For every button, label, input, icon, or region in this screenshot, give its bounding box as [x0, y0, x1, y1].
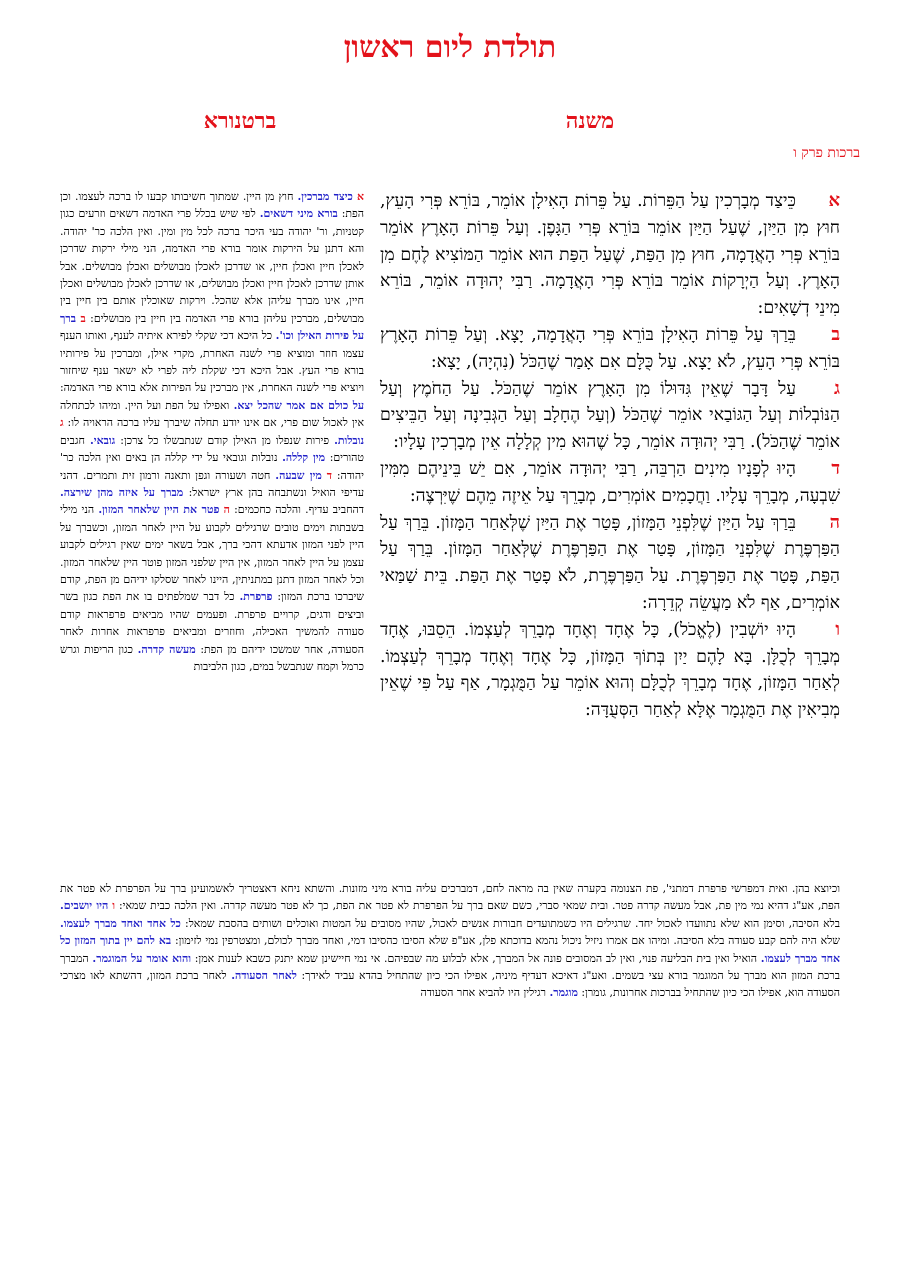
- commentary-text: הואיל ואין בית הבליעה פנוי, ואין לב המסובים פונה אל המברך, אלא לבלוע מה שבפיהם. אי נמי חיישינן שמא יתנק כשבא לענות אמן:: [194, 951, 758, 965]
- commentary-text: דהחביב עדיף. והלכה כחכמים:: [234, 503, 365, 517]
- commentary-number: ג: [60, 416, 64, 430]
- commentary-number: א: [357, 190, 364, 203]
- mishna-text: בֵּרַךְ עַל פֵּרוֹת הָאִילָן בּוֹרֵא פְּרִי הָאֲדָמָה, יָצָא. וְעַל פֵּרוֹת הָאָרֶץ בּוֹרֵא פְּרִי הָעֵץ, לֹא יָצָא. עַל כֻּלָּם אִם אָמַר שֶׁהַכֹּל (נִהְיָה), יָצָא:: [380, 324, 840, 372]
- commentary-text: כל דבר שמלפתים בו את הפת כגון בשר וביצים ודגים, קרויים פרפרת. ופעמים שהיו מביאים פרפראות קודם סעודה להמשיך האכילה, וחוזרים ומביאים פרפראות אחרות לאחר הסעודה, אחר שמשכו ידיהם מן הפת:: [60, 590, 365, 656]
- commentary-text: חגבים טהורים:: [60, 433, 364, 465]
- commentary-text: לאחר ברכת המזון, דהשתא לאו מצרכי הסעודה הוא, אפילו הכי כיון שהתחיל בברכות אחרונות, גומרן:: [60, 969, 840, 1000]
- commentary-lemma: והוא אומר על המוגמר.: [92, 951, 191, 965]
- commentary-lemma: גובאי.: [89, 433, 116, 447]
- commentary-lemma: בורא מיני דשאים.: [259, 207, 338, 221]
- mishna-1: [380, 188, 840, 322]
- commentary-lemma: מין קללה.: [282, 451, 326, 465]
- commentary-text: בלא הסיבה, וסימן הוא שלא נתוועדו לאכול יחד. שרגילים היו כשמתועדים חבורות אנשים לאכול, שהיו מסובים על המטות ואוכלים ושותים בהסבת שמאל:: [185, 916, 840, 930]
- bartenura-column: [60, 188, 364, 675]
- mishna-6: [380, 617, 840, 724]
- mishna-text: הָיוּ יוֹשְׁבִין (לֶאֱכֹל), כָּל אֶחָד וְאֶחָד מְבָרֵךְ לְעַצְמוֹ. הֵסֵבּוּ, אֶחָד מְבָרֵךְ לְכֻלָּן. בָּא לָהֶם יַיִן בְּתוֹךְ הַמָּזוֹן, כָּל אֶחָד וְאֶחָד מְבָרֵךְ לְעַצְמוֹ. לְאַחַר הַמָּזוֹן, אֶחָד מְבָרֵךְ לְכֻלָּם וְהוּא אוֹמֵר עַל הַמֻּגְמָר, אַף עַל פִּי שֶׁאֵין מְבִיאִין אֶת הַמֻּגְמָר אֶלָּא לְאַחַר הַסְּעֻדָּה:: [380, 619, 840, 721]
- commentary-lemma: מברך על איזה מהן שירצה.: [60, 485, 184, 499]
- commentary-lemma: מעשה קדרה.: [137, 642, 196, 656]
- bartenura-heading: ברטנורא: [203, 108, 277, 134]
- commentary-lemma: כיצד מברכין.: [297, 190, 353, 203]
- commentary-number: ו: [112, 899, 116, 913]
- page-title: תולדת ליום ראשון: [343, 30, 557, 65]
- mishna-text: בֵּרַךְ עַל הַיַּיִן שֶׁלִּפְנֵי הַמָּזוֹן, פָּטַר אֶת הַיַּיִן שֶׁלְּאַחַר הַמָּזוֹן. בֵּרַךְ עַל הַפַּרְפֶּרֶת שֶׁלִּפְנֵי הַמָּזוֹן, פָּטַר אֶת הַפַּרְפֶּרֶת שֶׁלְּאַחַר הַמָּזוֹן. בֵּרַךְ עַל הַפַּת, פָּטַר אֶת הַפַּרְפֶּרֶת. עַל הַפַּרְפֶּרֶת, לֹא פָטַר אֶת הַפַּת. בֵּית שַׁמַּאי אוֹמְרִים, אַף לֹא מַעֲשֵׂה קְדֵרָה:: [380, 512, 840, 613]
- mishna-2: [380, 322, 840, 376]
- mishna-number: ו: [835, 618, 840, 640]
- commentary-lemma: לאחר הסעודה.: [231, 969, 297, 983]
- commentary-text: ואפילו על הפת ועל היין. ומיהו לכתחלה אין לאכול שום פרי, אם אינו יודע תחלה שיברך עליו ברכה הראויה לו:: [60, 398, 364, 430]
- commentary-number: ה: [223, 503, 230, 517]
- mishna-number: א: [828, 190, 840, 211]
- commentary-lemma: פרפרת.: [239, 590, 273, 604]
- mishna-number: ד: [831, 457, 840, 479]
- mishna-text: עַל דָּבָר שֶׁאֵין גִּדּוּלוֹ מִן הָאָרֶץ אוֹמֵר שֶׁהַכֹּל. עַל הַחֹמֶץ וְעַל הַנּוֹבְלוֹת וְעַל הַגּוֹבַאי אוֹמֵר שֶׁהַכֹּל (וְעַל הֶחָלָב וְעַל הַגְּבִינָה וְעַל הַבֵּיצִים אוֹמֵר שֶׁהַכֹּל). רַבִּי יְהוּדָה אוֹמֵר, כָּל שֶׁהוּא מִין קְלָלָה אֵין מְבָרְכִין עָלָיו:: [380, 378, 840, 453]
- commentary-lemma: בא להם יין בתוך המזון כל אחד מברך לעצמו.: [60, 934, 841, 965]
- mishna-3: [380, 376, 840, 456]
- commentary-lemma: כל אחד ואחד מברך לעצמו.: [60, 916, 181, 930]
- commentary-lemma: ברך על פירות האילן וכו'.: [60, 311, 364, 343]
- commentary-text: חטה ושעורה וגפן ותאנה ורמון זית ותמרים. דהני עדיפי הואיל ונשתבחה בהן ארץ ישראל:: [60, 468, 364, 499]
- bartenura-bottom: [60, 880, 840, 1002]
- commentary-text: חוץ מן היין. שמתוך חשיבותו קבעו לו ברכה לעצמו. וכן הפת:: [60, 190, 364, 221]
- commentary-number: ב: [80, 311, 86, 325]
- commentary-lemma: מין שבעה.: [275, 468, 322, 482]
- mishna-4: [380, 456, 840, 510]
- chapter-label: ברכות פרק ו: [793, 145, 860, 161]
- mishna-5: [380, 510, 840, 617]
- mishna-text: הָיוּ לְפָנָיו מִינִים הַרְבֵּה, רַבִּי יְהוּדָה אוֹמֵר, אִם יֵשׁ בֵּינֵיהֶם מִמִּין שִׁבְעָה, מְבָרֵךְ עָלָיו. וַחֲכָמִים אוֹמְרִים, מְבָרֵךְ עַל אֵיזֶה מֵהֶם שֶׁיִּרְצֶה:: [380, 458, 840, 506]
- commentary-lemma: על כולם אם אמר שהכל יצא.: [233, 398, 364, 412]
- commentary-lemma: היו יושבים.: [60, 899, 109, 913]
- commentary-text: הני מילי בשבתות וימים טובים שרגילים לקבוע על היין לאחר המזון, וכשברך על היין לפני המזון אדעתא דהכי ברך, אבל בשאר ימים שאין רגילים לקבוע עצמן על היין לאחר המזון, אין היין שלפני המזון פוטר היין שלאחר המזון. וכל לאחר המזון דתנן במתניתין, היינו לאחר שסלקו ידיהם מן הפת, קודם שיברכו ברכת המזון:: [60, 503, 365, 604]
- commentary-lemma: פטר את היין שלאחר המזון.: [98, 503, 220, 517]
- commentary-text: פירות שנפלו מן האילן קודם שנתבשלו כל צרכן:: [120, 433, 330, 447]
- commentary-number: ד: [326, 468, 332, 482]
- commentary-text: שלא היה להם קבע סעודה בלא הסיבה. ומיהו אם אמרו ניזיל ניכול נהמא בדוכתא פלן, אע"פ שלא הסיבו כהסיבו דמי, ואחד מברך לכולם, ומצטרפין נמי לזימון:: [174, 934, 841, 948]
- mishna-text: כֵּיצַד מְבָרְכִין עַל הַפֵּרוֹת. עַל פֵּרוֹת הָאִילָן אוֹמֵר, בּוֹרֵא פְּרִי הָעֵץ, חוּץ מִן הַיַּיִן, שֶׁעַל הַיַּיִן אוֹמֵר בּוֹרֵא פְּרִי הַגָּפֶן. וְעַל פֵּרוֹת הָאָרֶץ אוֹמֵר בּוֹרֵא פְּרִי הָאֲדָמָה, חוּץ מִן הַפַּת, שֶׁעַל הַפַּת הוּא אוֹמֵר הַמּוֹצִיא לֶחֶם מִן הָאָרֶץ. וְעַל הַיְרָקוֹת אוֹמֵר בּוֹרֵא פְּרִי הָאֲדָמָה. רַבִּי יְהוּדָה אוֹמֵר, בּוֹרֵא מִינֵי דְשָׁאִים:: [380, 191, 840, 319]
- mishna-number: ג: [834, 377, 840, 399]
- commentary-text: כל היכא דכי שקלי לפירא איתיה לענף, ואותו הענף עצמו חוזר ומוציא פרי לשנה האחרת, מקרי אילן, ומברכין על פירותיו בורא פרי העץ. אבל היכא דכי שקלת ליה לפרי לא ישאר ענף שיחזור ויוציא פרי לשנה האחרת, אין מברכין על הפירות אלא בורא פרי האדמה:: [60, 329, 364, 395]
- commentary-text: המברך ברכת המזון הוא מברך על המוגמר בורא עצי בשמים. ואע"ג דאיכא דעדיף מיניה, אפילו הכי כיון שהתחיל בהדא עביד לאידך:: [60, 951, 841, 983]
- commentary-lemma: נובלות.: [334, 433, 364, 447]
- commentary-text: רגילין היו להביא אחר הסעודה: [420, 986, 547, 1000]
- commentary-lemma: מוגמר.: [549, 986, 578, 1000]
- mishna-number: ה: [829, 511, 840, 533]
- commentary-text: לפי שיש בכלל פרי האדמה דשאים וזרעים כגון קטניות, ור' יהודה בעי היכר ברכה לכל מין ומין. ואין הלכה כר' יהודה. והא דתנן על הירקות אומר בורא פרי האדמה, הני מילי ירקות שדרכן לאכלן חיין ואכלן חיין, או שדרכן לאכלן מבושלים ואכלן מבושלים. אבל אותן שדרכן לאכלן חיין ואכלן מבושלים, או שדרכן לאכלן מבושלים ואכלן חיין, אינו מברך עליהן אלא שהכל. וירקות שאוכלין אותם בין חיין בין מבושלים, מברכין עליהן בורא פרי האדמה בין חיין בין מבושלים:: [60, 207, 364, 325]
- mishna-number: ב: [831, 323, 840, 345]
- commentary-text: נובלות וגובאי על ידי קללה הן באים ואין הלכה כר' יהודה:: [60, 451, 364, 482]
- commentary-text: וכיוצא בהן. ואית דמפרשי פרפרת דמתני', פת הצנומה בקערה שאין בה מראה לחם, דמברכים עליה בורא מיני מזונות. והשתא ניחא דאצטריך לאשמועינן ברך על הפרפרת לא פטר את הפת, אע"ג דהיא נמי מין פת, אבל מעשה קדרה פטר. ובית שמאי סברי, כשם שאם ברך על הפרפרת לא פטר את הפת, כך לא פטר מעשה קדרה. ואין הלכה כבית שמאי:: [60, 882, 840, 913]
- commentary-text: כגון הריפות וגרש כרמל וקמח שנתבשל במים, כגון הלביבות: [60, 642, 364, 673]
- mishna-column: [380, 188, 840, 724]
- mishna-heading: משנה: [565, 108, 615, 134]
